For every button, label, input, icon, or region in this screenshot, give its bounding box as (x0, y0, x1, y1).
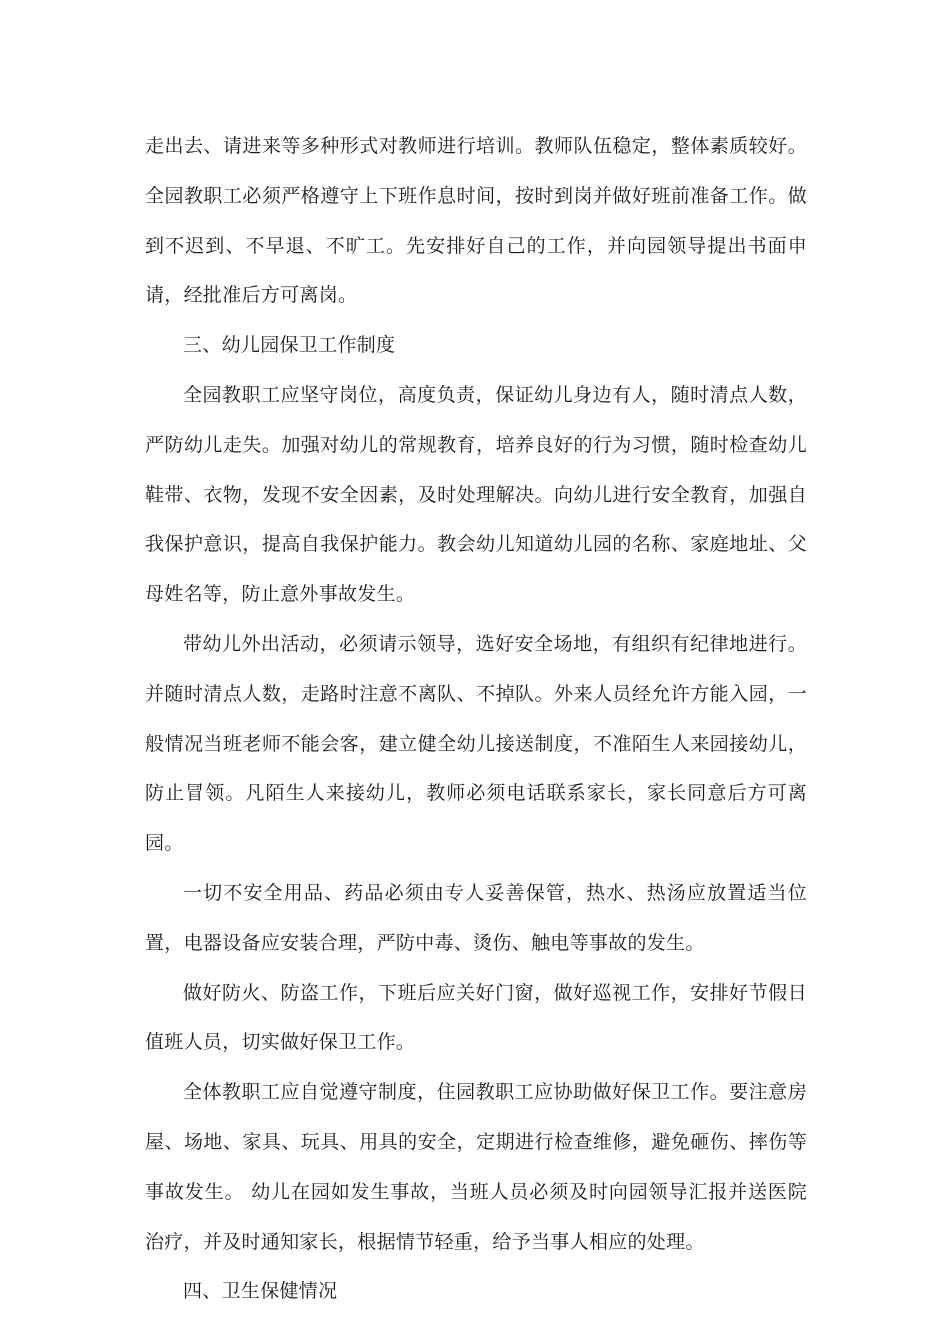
paragraph-outing-pickup: 带幼儿外出活动，必须请示领导，选好安全场地，有组织有纪律地进行。并随时清点人数，走路时注意不离队、不掉队。外来人员经允许方能入园，一般情况当班老师不能会客，建立健全幼儿接送制度，不准陌生人来园接幼儿，防止冒领。凡陌生人来接幼儿，教师必须电话联系家长，家长同意后方可离园。 (145, 632, 807, 855)
section-heading-health: 四、卫生保健情况 (183, 1280, 338, 1303)
paragraph-security-duty: 全园教职工应坚守岗位，高度负责，保证幼儿身边有人，随时清点人数，严防幼儿走失。加强对幼儿的常规教育，培养良好的行为习惯，随时检查幼儿鞋带、衣物，发现不安全因素，及时处理解决。向幼儿进行安全教育，加强自我保护意识，提高自我保护能力。教会幼儿知道幼儿园的名称、家庭地址、父母姓名等，防止意外事故发生。 (145, 383, 807, 606)
paragraph-hazard-storage: 一切不安全用品、药品必须由专人妥善保管，热水、热汤应放置适当位置，电器设备应安装合理，严防中毒、烫伤、触电等事故的发生。 (145, 881, 807, 954)
paragraph-fire-theft: 做好防火、防盗工作，下班后应关好门窗，做好巡视工作，安排好节假日值班人员，切实做好保卫工作。 (145, 981, 807, 1054)
paragraph-continued: 走出去、请进来等多种形式对教师进行培训。教师队伍稳定，整体素质较好。全园教职工必须严格遵守上下班作息时间，按时到岗并做好班前准备工作。做到不迟到、不早退、不旷工。先安排好自己的工作，并向园领导提出书面申请，经批准后方可离岗。 (145, 135, 807, 307)
section-heading-security: 三、幼儿园保卫工作制度 (183, 334, 396, 357)
document-body (145, 122, 807, 1317)
paragraph-accident-handling: 全体教职工应自觉遵守制度，住园教职工应协助做好保卫工作。要注意房屋、场地、家具、玩具、用具的安全，定期进行检查维修，避免砸伤、摔伤等事故发生。 幼儿在园如发生事故，当班人员必须及时向园领导汇报并送医院治疗，并及时通知家长，根据情节轻重，给予当事人相应的处理。 (145, 1081, 807, 1253)
